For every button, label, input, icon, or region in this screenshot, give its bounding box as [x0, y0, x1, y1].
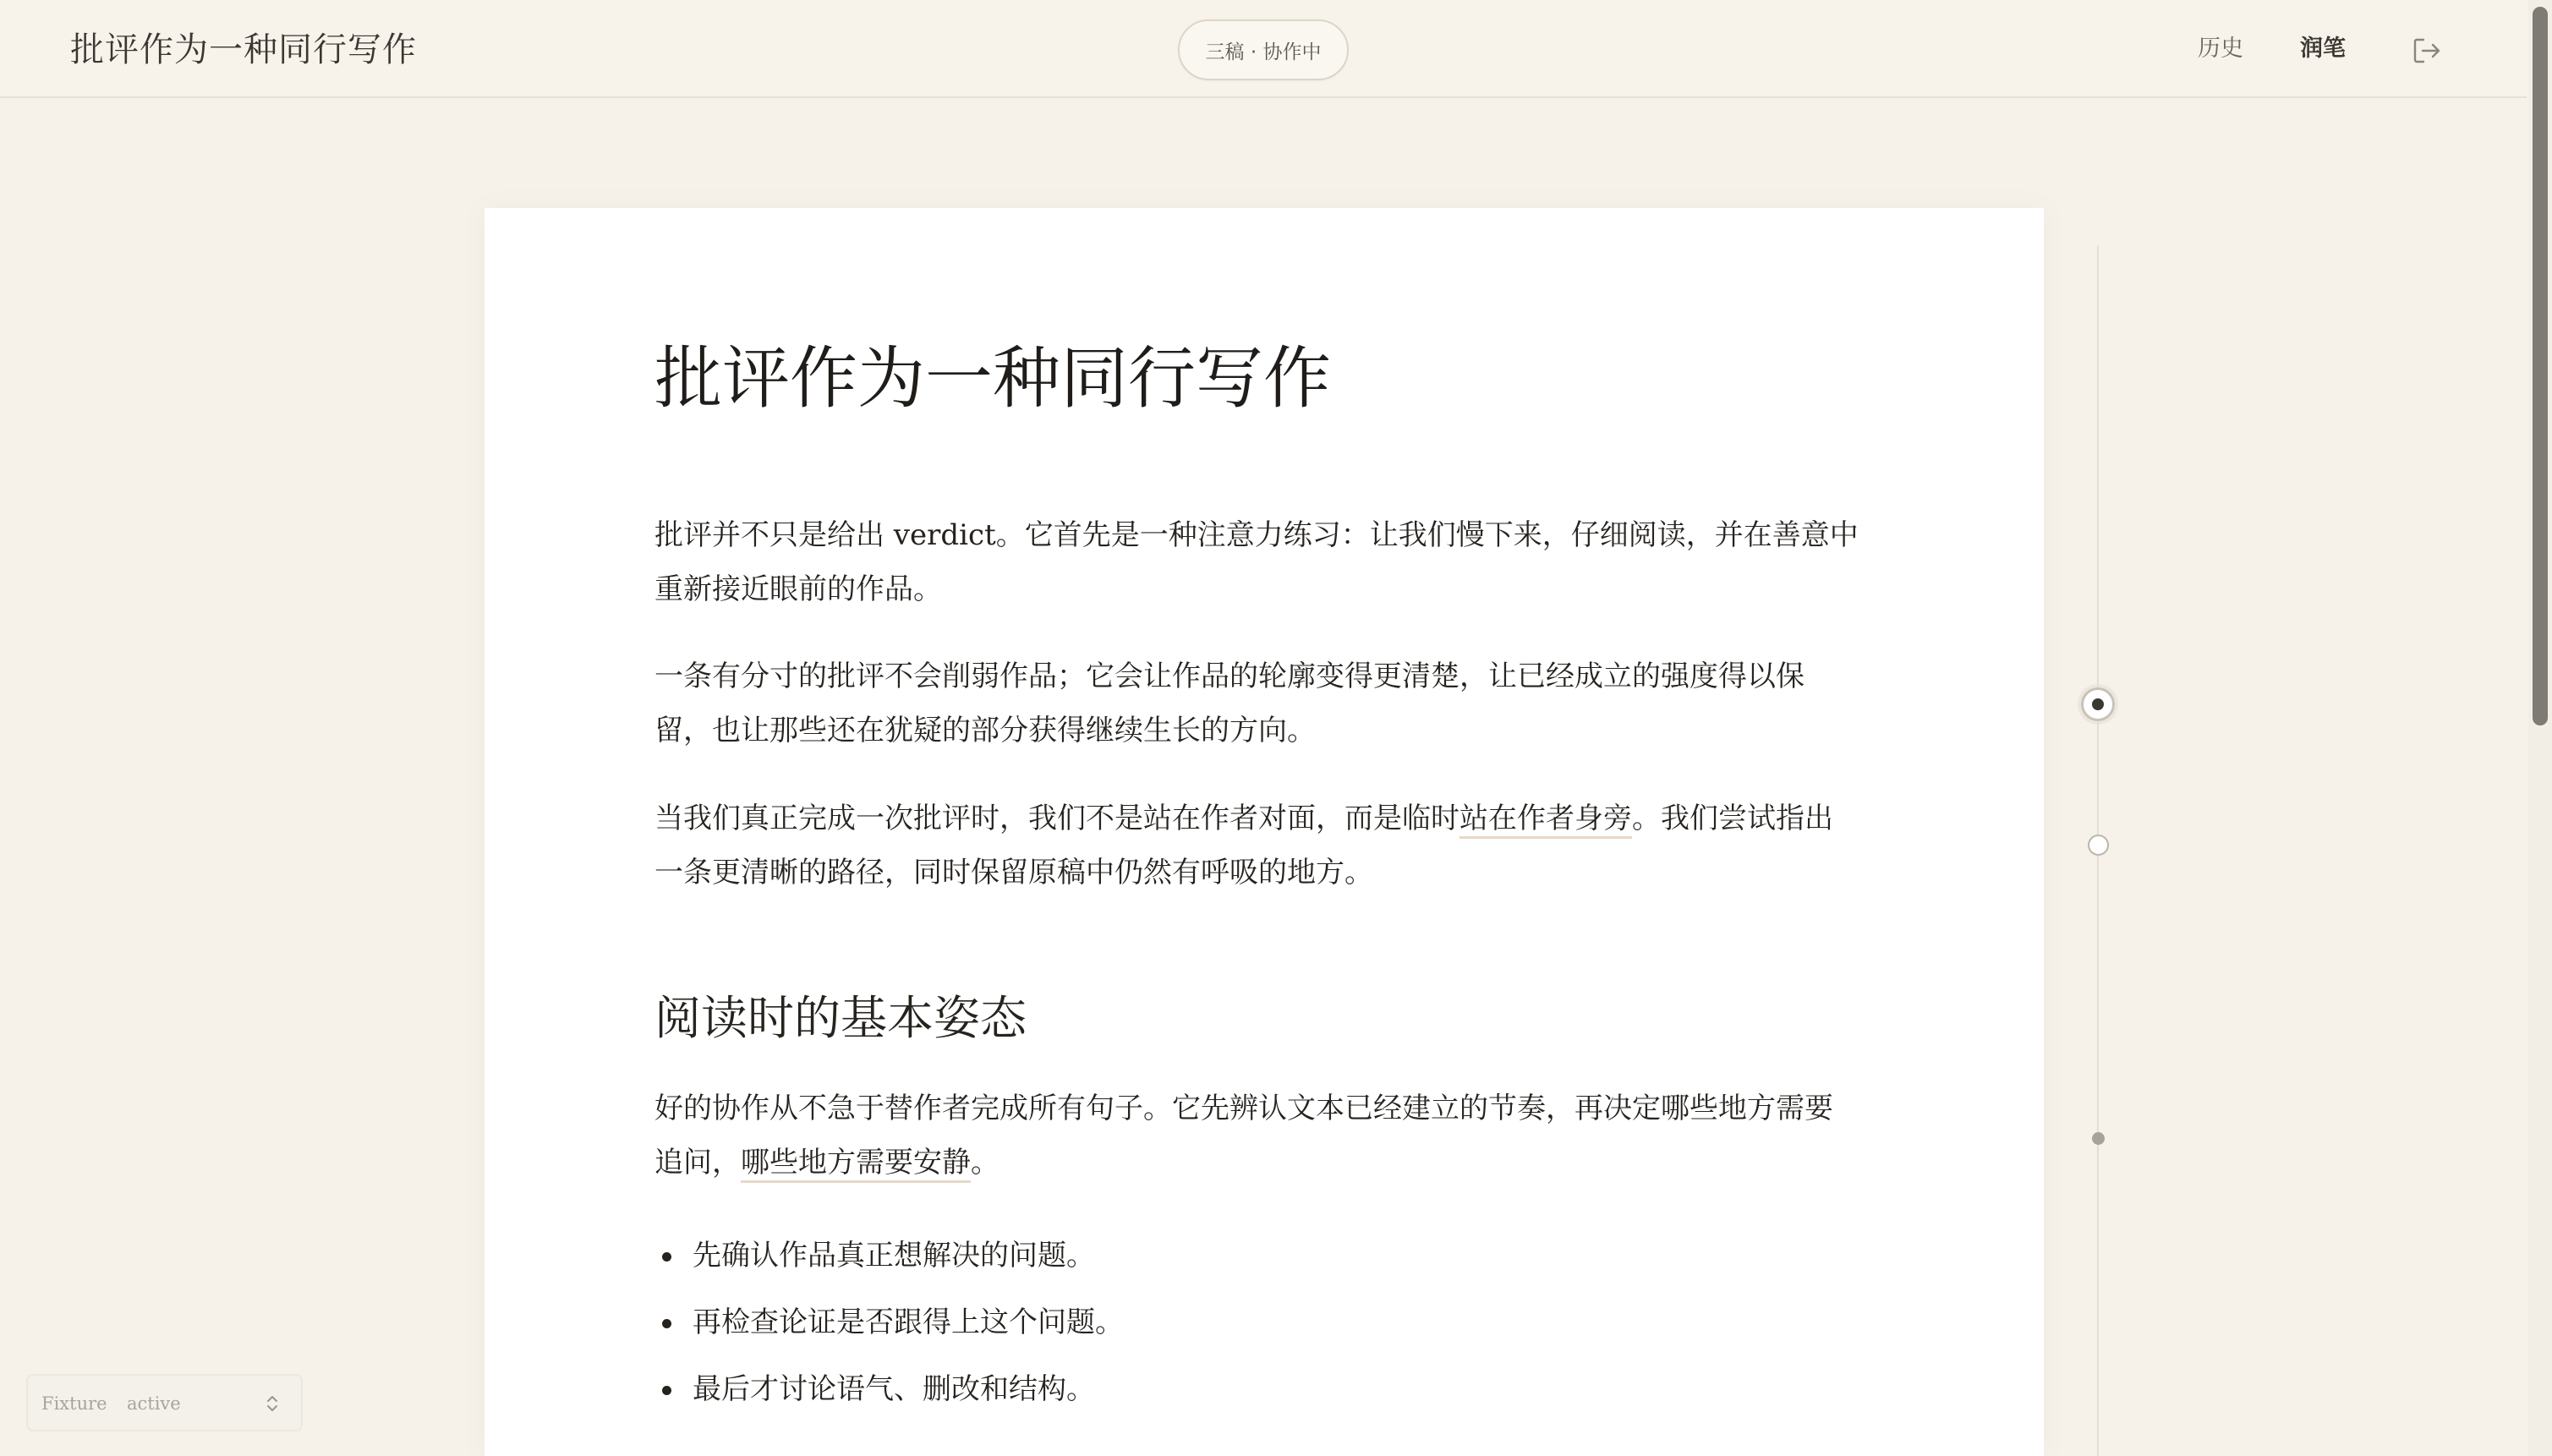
text-run: 追问，: [654, 1146, 741, 1180]
fixture-label: Fixture: [41, 1393, 107, 1414]
annotated-phrase[interactable]: 哪些地方需要安静: [741, 1146, 971, 1183]
paragraph-2[interactable]: [654, 649, 1872, 758]
paragraph-1[interactable]: [654, 508, 1872, 616]
text-run: 当我们真正完成一次批评时，我们不是站在作者对面，而是临时: [654, 802, 1459, 835]
bullet-item[interactable]: 再检查论证是否跟得上这个问题。: [654, 1289, 1124, 1356]
exit-icon[interactable]: [2408, 32, 2445, 69]
bullet-item[interactable]: 最后才讨论语气、删改和结构。: [654, 1356, 1124, 1423]
bullet-list: [654, 1223, 1124, 1423]
rail-node-active[interactable]: [2081, 687, 2115, 721]
rail-node-dot[interactable]: [2092, 1132, 2105, 1145]
text-run: 。: [971, 1146, 999, 1180]
scrollbar-thumb[interactable]: [2533, 7, 2548, 725]
chevron-up-down-icon: [265, 1393, 280, 1415]
history-button[interactable]: 历史: [2198, 36, 2243, 62]
fixture-select[interactable]: [26, 1374, 303, 1431]
text-run: 。我们尝试指出: [1632, 802, 1833, 835]
polish-button[interactable]: 润笔: [2300, 36, 2346, 62]
paragraph-line: 一条有分寸的批评不会削弱作品；它会让作品的轮廓变得更清楚，让已经成立的强度得以保: [654, 660, 1804, 693]
bullet-item[interactable]: 先确认作品真正想解决的问题。: [654, 1223, 1124, 1289]
app-title: 批评作为一种同行写作: [70, 30, 417, 69]
document-title: 批评作为一种同行写作: [654, 339, 1331, 418]
rail-node-open[interactable]: [2088, 835, 2109, 856]
paragraph-line: 好的协作从不急于替作者完成所有句子。它先辨认文本已经建立的节奏，再决定哪些地方需要: [654, 1092, 1833, 1125]
paragraph-3[interactable]: [654, 791, 1872, 900]
paragraph-line: 重新接近眼前的作品。: [654, 572, 942, 606]
annotated-phrase[interactable]: 站在作者身旁: [1459, 802, 1632, 839]
paragraph-4[interactable]: [654, 1081, 1872, 1190]
draft-status-badge[interactable]: 三稿 · 协作中: [1178, 19, 1349, 80]
paragraph-line: 一条更清晰的路径，同时保留原稿中仍然有呼吸的地方。: [654, 856, 1373, 889]
fixture-value: active: [127, 1393, 181, 1414]
paragraph-line: [654, 1136, 1872, 1190]
top-bar: [0, 0, 2527, 98]
section-heading: 阅读时的基本姿态: [654, 991, 1027, 1045]
paragraph-line: 批评并不只是给出 verdict。它首先是一种注意力练习：让我们慢下来，仔细阅读，并在善意中: [654, 518, 1859, 552]
exit-icon-glyph: [2408, 32, 2445, 69]
paragraph-line: [654, 791, 1872, 846]
paragraph-line: 留，也让那些还在犹疑的部分获得继续生长的方向。: [654, 714, 1316, 747]
